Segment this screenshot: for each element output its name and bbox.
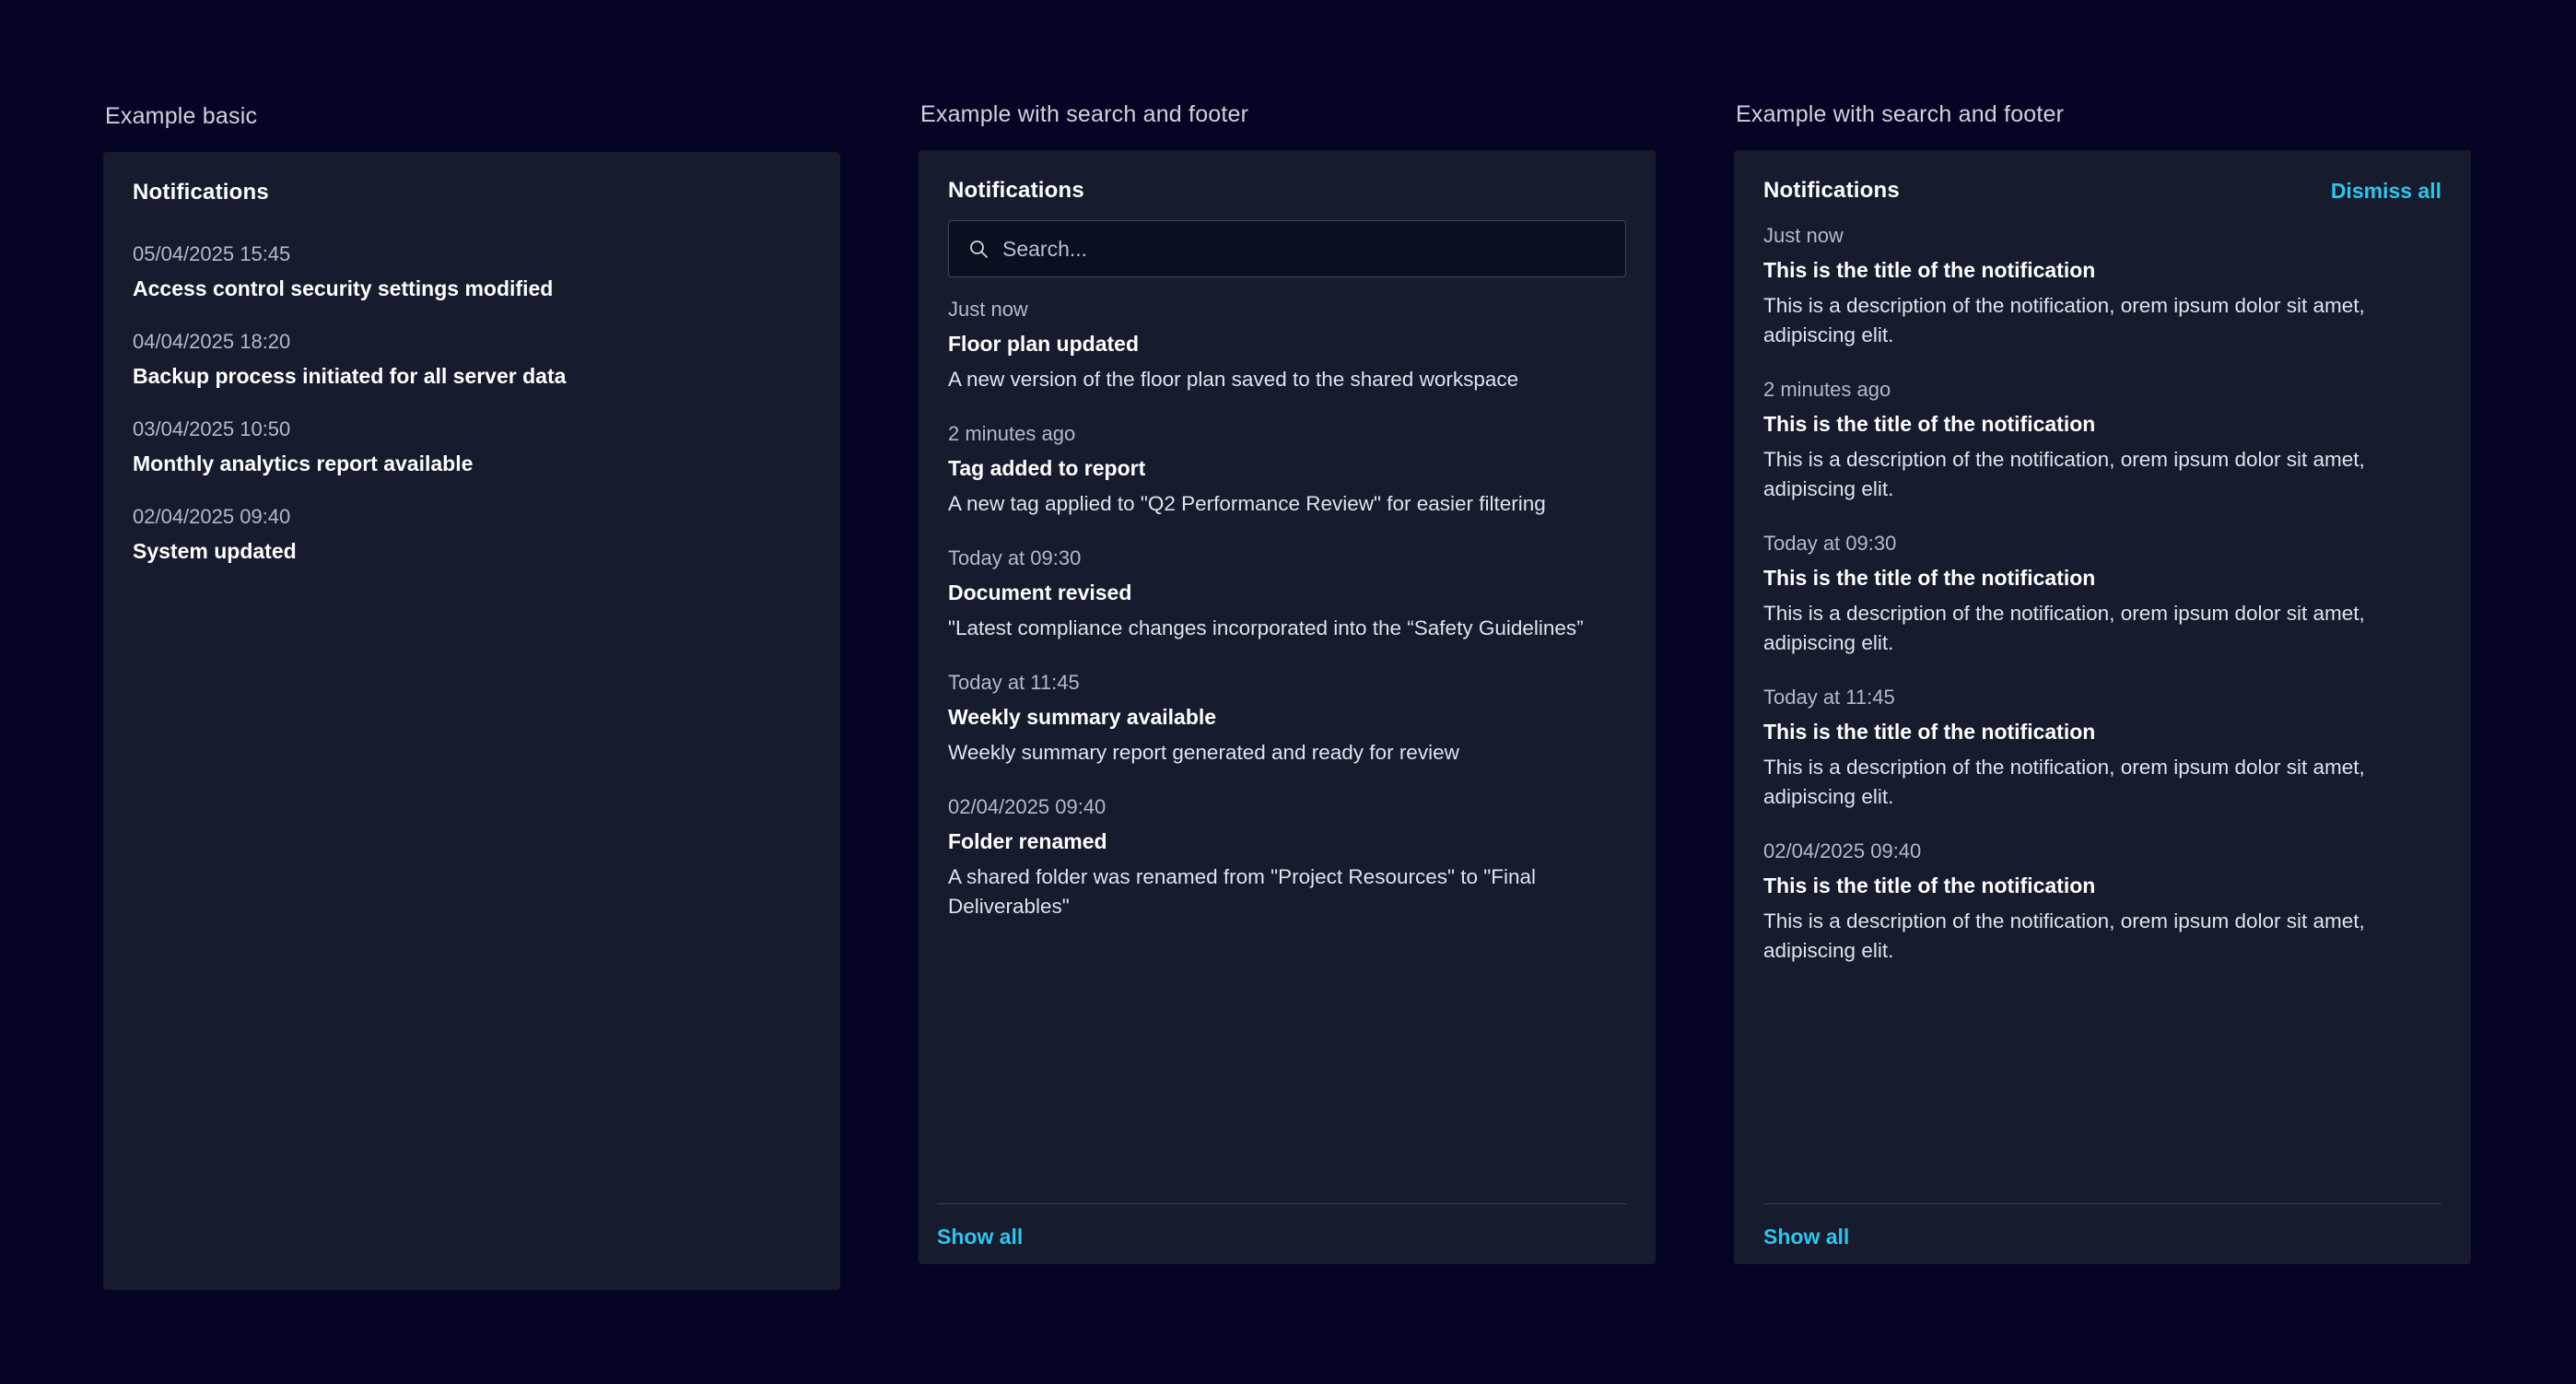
notification-time: 04/04/2025 18:20 — [133, 330, 291, 353]
list-item[interactable] — [948, 528, 1626, 652]
notification-list — [103, 209, 840, 574]
notification-title: This is the title of the notification — [1763, 874, 2096, 897]
example-column-basic — [103, 0, 840, 1290]
notification-list[interactable] — [919, 281, 1656, 1203]
notifications-panel-basic — [103, 152, 840, 1290]
notification-title: This is the title of the notification — [1763, 258, 2096, 282]
search-input[interactable] — [989, 221, 1625, 276]
panel-title: Notifications — [133, 180, 269, 205]
notification-title: Access control security settings modified — [133, 276, 554, 300]
panel-header — [919, 150, 1656, 207]
notification-time: 02/04/2025 09:40 — [948, 795, 1107, 818]
notification-title: System updated — [133, 539, 297, 563]
notification-time: Today at 11:45 — [948, 671, 1080, 694]
show-all-link[interactable]: Show all — [1763, 1225, 1850, 1249]
notification-time: 02/04/2025 09:40 — [133, 505, 291, 528]
dismiss-all-button[interactable]: Dismiss all — [2330, 178, 2441, 203]
notification-description: This is a description of the notification, orem ipsum dolor sit amet, adipiscing elit. — [1763, 909, 2365, 962]
notification-time: Today at 11:45 — [1763, 686, 1895, 709]
notification-time: 2 minutes ago — [948, 422, 1076, 445]
notification-title: This is the title of the notification — [1763, 412, 2096, 436]
notification-description: A new version of the floor plan saved to the shared workspace — [948, 368, 1519, 391]
notification-title: Backup process initiated for all server data — [133, 364, 567, 388]
notification-time: 2 minutes ago — [1763, 378, 1891, 401]
notification-description: This is a description of the notification, orem ipsum dolor sit amet, adipiscing elit. — [1763, 294, 2365, 346]
notification-title: Floor plan updated — [948, 332, 1139, 356]
search-container — [919, 207, 1656, 281]
list-item[interactable] — [133, 487, 811, 574]
list-item[interactable] — [1763, 821, 2441, 975]
search-icon — [967, 238, 989, 260]
notification-title: This is the title of the notification — [1763, 566, 2096, 590]
list-item[interactable] — [948, 281, 1626, 404]
notification-description: This is a description of the notification, orem ipsum dolor sit amet, adipiscing elit. — [1763, 602, 2365, 654]
panel-header — [1734, 150, 2471, 207]
list-item[interactable] — [1763, 513, 2441, 667]
notification-time: 03/04/2025 10:50 — [133, 417, 291, 440]
list-item[interactable] — [133, 311, 811, 399]
list-item[interactable] — [133, 226, 811, 311]
example-column-search-footer-2 — [1734, 0, 2471, 1264]
notification-description: This is a description of the notification, orem ipsum dolor sit amet, adipiscing elit. — [1763, 448, 2365, 500]
list-item[interactable] — [948, 404, 1626, 528]
panel-header — [103, 152, 840, 209]
notification-description: This is a description of the notification, orem ipsum dolor sit amet, adipiscing elit. — [1763, 756, 2365, 808]
list-item[interactable] — [948, 652, 1626, 777]
notification-title: This is the title of the notification — [1763, 720, 2096, 744]
notification-description: Weekly summary report generated and ready for review — [948, 741, 1459, 764]
footer-spacer — [1763, 1249, 2441, 1264]
notification-title: Document revised — [948, 581, 1132, 604]
list-item[interactable] — [133, 399, 811, 487]
notification-title: Folder renamed — [948, 829, 1107, 853]
panel-title: Notifications — [948, 178, 1084, 203]
panel-title: Notifications — [1763, 178, 1900, 203]
panel-footer — [1763, 1203, 2441, 1264]
notification-description: A new tag applied to "Q2 Performance Review" for easier filtering — [948, 492, 1546, 515]
notification-title: Monthly analytics report available — [133, 452, 474, 475]
notification-description: A shared folder was renamed from "Project Resources" to "Final Deliverables" — [948, 865, 1536, 918]
example-column-search-footer — [919, 0, 1656, 1264]
list-item[interactable] — [1763, 359, 2441, 513]
panel-footer — [937, 1203, 1626, 1264]
list-item[interactable] — [948, 777, 1626, 931]
notification-time: Today at 09:30 — [1763, 532, 1897, 555]
column-heading: Example with search and footer — [1736, 101, 2065, 127]
list-item[interactable] — [1763, 667, 2441, 821]
show-all-link[interactable]: Show all — [937, 1225, 1024, 1249]
notification-description: "Latest compliance changes incorporated into the “Safety Guidelines” — [948, 616, 1584, 639]
notification-title: Weekly summary available — [948, 705, 1217, 729]
notification-list[interactable] — [1734, 207, 2471, 1203]
column-heading: Example with search and footer — [920, 101, 1249, 127]
notification-title: Tag added to report — [948, 456, 1146, 480]
column-heading: Example basic — [105, 103, 258, 129]
search-box[interactable] — [948, 220, 1626, 277]
notification-time: Today at 09:30 — [948, 546, 1082, 569]
list-item[interactable] — [1763, 207, 2441, 359]
notifications-panel-dismiss — [1734, 150, 2471, 1264]
notifications-panel-search — [919, 150, 1656, 1264]
notification-time: Just now — [1763, 224, 1844, 247]
notification-time: 05/04/2025 15:45 — [133, 242, 291, 265]
notification-time: 02/04/2025 09:40 — [1763, 839, 1922, 862]
notification-time: Just now — [948, 298, 1028, 321]
footer-spacer — [937, 1249, 1626, 1264]
